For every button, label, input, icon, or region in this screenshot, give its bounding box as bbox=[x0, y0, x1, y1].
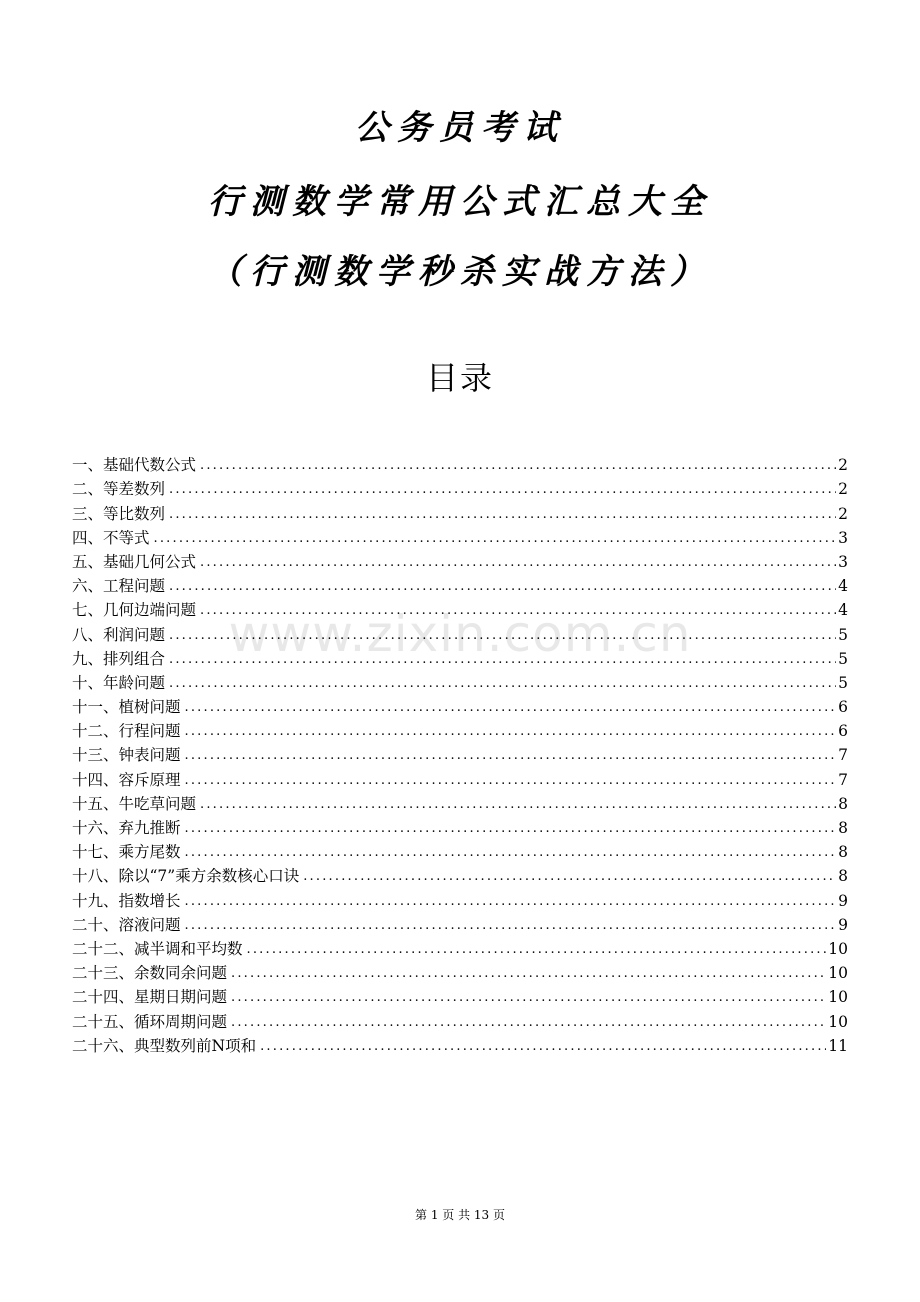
toc-dot-leader bbox=[185, 893, 837, 911]
toc-entry-label: 八、利润问题 bbox=[72, 625, 166, 644]
toc-entry-label: 十八、除以“7”乘方余数核心口诀 bbox=[72, 867, 300, 886]
toc-entry-label: 十六、弃九推断 bbox=[72, 819, 181, 837]
title-line-1: 公务员考试 bbox=[355, 108, 565, 148]
toc-dot-leader bbox=[154, 530, 837, 548]
watermark: www.zixin.com.cn bbox=[228, 605, 692, 663]
toc-entry-page-number: 8 bbox=[838, 867, 848, 886]
toc-entry-label: 二十、溶液问题 bbox=[72, 915, 181, 934]
toc-dot-leader bbox=[231, 1014, 826, 1032]
toc-entry-label: 十四、容斥原理 bbox=[72, 770, 181, 789]
toc-dot-leader bbox=[247, 941, 827, 959]
toc-entry[interactable] bbox=[72, 499, 848, 523]
toc-entry-label: 二十三、余数同余问题 bbox=[72, 964, 228, 983]
toc-entry-label: 四、不等式 bbox=[72, 528, 150, 547]
toc-heading: 目录 bbox=[425, 359, 494, 397]
toc-entry[interactable] bbox=[72, 983, 848, 1007]
toc-entry-label: 七、几何边端问题 bbox=[72, 601, 197, 620]
toc-entry[interactable] bbox=[72, 620, 848, 644]
toc-dot-leader bbox=[169, 627, 836, 645]
toc-dot-leader bbox=[200, 554, 836, 572]
toc-entry[interactable] bbox=[72, 717, 848, 741]
toc-entry-page-number: 5 bbox=[838, 649, 848, 668]
toc-entry[interactable] bbox=[72, 790, 848, 814]
toc-dot-leader bbox=[200, 602, 836, 620]
toc-entry-page-number: 7 bbox=[838, 746, 848, 765]
toc-entry[interactable] bbox=[72, 911, 848, 935]
toc-entry[interactable] bbox=[72, 959, 848, 983]
toc-entry-label: 二十四、星期日期问题 bbox=[72, 988, 228, 1007]
toc-entry-page-number: 2 bbox=[838, 456, 848, 475]
toc-entry[interactable] bbox=[72, 862, 848, 886]
toc-entry[interactable] bbox=[72, 741, 848, 765]
toc-entry[interactable] bbox=[72, 693, 848, 717]
toc-entry-label: 三、等比数列 bbox=[72, 504, 166, 523]
toc-entry-label: 六、工程问题 bbox=[72, 577, 166, 596]
toc-entry[interactable] bbox=[72, 935, 848, 959]
toc-entry-label: 一、基础代数公式 bbox=[72, 456, 197, 475]
toc-entry[interactable] bbox=[72, 548, 848, 572]
toc-dot-leader bbox=[200, 457, 836, 475]
toc-entry[interactable] bbox=[72, 765, 848, 789]
toc-dot-leader bbox=[200, 796, 836, 814]
toc-entry[interactable] bbox=[72, 475, 848, 499]
toc-entry-page-number: 8 bbox=[838, 843, 848, 862]
toc-entry-label: 十二、行程问题 bbox=[72, 722, 181, 741]
toc-entry-label: 十、年龄问题 bbox=[72, 673, 166, 692]
toc-dot-leader bbox=[169, 675, 836, 693]
page-footer: 第 1 页 共 13 页 bbox=[415, 1208, 505, 1222]
toc-entry[interactable] bbox=[72, 596, 848, 620]
toc-entry-label: 二十五、循环周期问题 bbox=[72, 1012, 228, 1031]
toc-entry-page-number: 5 bbox=[838, 625, 848, 644]
toc-entry-label: 二、等差数列 bbox=[72, 480, 166, 499]
toc-entry-label: 十五、牛吃草问题 bbox=[72, 794, 197, 813]
toc-entry-page-number: 6 bbox=[838, 722, 848, 741]
toc-entry[interactable] bbox=[72, 451, 848, 475]
toc-entry[interactable] bbox=[72, 669, 848, 693]
toc-entry-page-number: 6 bbox=[838, 698, 848, 717]
toc-dot-leader bbox=[185, 772, 837, 790]
toc-dot-leader bbox=[169, 578, 836, 596]
toc-entry-page-number: 8 bbox=[838, 794, 848, 813]
toc-entry-label: 十九、指数增长 bbox=[72, 891, 181, 910]
toc-entry[interactable] bbox=[72, 524, 848, 548]
toc-entry-page-number: 10 bbox=[828, 1012, 848, 1031]
toc-entry-page-number: 3 bbox=[838, 528, 848, 547]
toc-entry-label: 十三、钟表问题 bbox=[72, 746, 181, 765]
table-of-contents bbox=[72, 451, 848, 1056]
toc-entry-page-number: 4 bbox=[838, 601, 848, 620]
toc-entry-page-number: 10 bbox=[828, 988, 848, 1007]
toc-entry-label: 十七、乘方尾数 bbox=[72, 843, 181, 862]
toc-entry-page-number: 9 bbox=[838, 915, 848, 934]
toc-entry-label: 二十六、典型数列前N项和 bbox=[72, 1036, 257, 1055]
toc-dot-leader bbox=[231, 965, 826, 983]
toc-entry-page-number: 11 bbox=[828, 1036, 848, 1055]
toc-entry-page-number: 9 bbox=[838, 891, 848, 910]
toc-entry-page-number: 5 bbox=[838, 673, 848, 692]
toc-entry-page-number: 2 bbox=[838, 504, 848, 523]
toc-dot-leader bbox=[231, 989, 826, 1007]
toc-entry-label: 九、排列组合 bbox=[72, 649, 166, 668]
toc-entry-page-number: 2 bbox=[838, 480, 848, 499]
toc-dot-leader bbox=[303, 868, 836, 886]
toc-entry-page-number: 4 bbox=[838, 577, 848, 596]
toc-entry[interactable] bbox=[72, 645, 848, 669]
toc-dot-leader bbox=[185, 723, 837, 741]
toc-entry-page-number: 8 bbox=[838, 819, 848, 837]
toc-entry[interactable] bbox=[72, 572, 848, 596]
toc-dot-leader bbox=[185, 747, 837, 765]
toc-entry-page-number: 10 bbox=[828, 939, 848, 958]
toc-dot-leader bbox=[169, 651, 836, 669]
toc-dot-leader bbox=[260, 1038, 826, 1056]
toc-entry-page-number: 3 bbox=[838, 552, 848, 571]
toc-dot-leader bbox=[185, 917, 837, 935]
toc-entry[interactable] bbox=[72, 886, 848, 910]
toc-dot-leader bbox=[169, 506, 836, 524]
toc-entry[interactable] bbox=[72, 1032, 848, 1056]
title-line-3: （行测数学秒杀实战方法） bbox=[208, 252, 712, 292]
toc-entry-page-number: 7 bbox=[838, 770, 848, 789]
toc-entry[interactable] bbox=[72, 838, 848, 862]
toc-dot-leader bbox=[185, 820, 837, 838]
toc-entry-label: 二十二、减半调和平均数 bbox=[72, 939, 243, 958]
toc-dot-leader bbox=[185, 844, 837, 862]
toc-entry[interactable] bbox=[72, 814, 848, 838]
title-line-2: 行测数学常用公式汇总大全 bbox=[208, 182, 712, 222]
toc-entry-label: 十一、植树问题 bbox=[72, 698, 181, 717]
toc-entry-page-number: 10 bbox=[828, 964, 848, 983]
toc-dot-leader bbox=[169, 481, 836, 499]
toc-dot-leader bbox=[185, 699, 837, 717]
toc-entry-label: 五、基础几何公式 bbox=[72, 552, 197, 571]
toc-entry[interactable] bbox=[72, 1007, 848, 1031]
